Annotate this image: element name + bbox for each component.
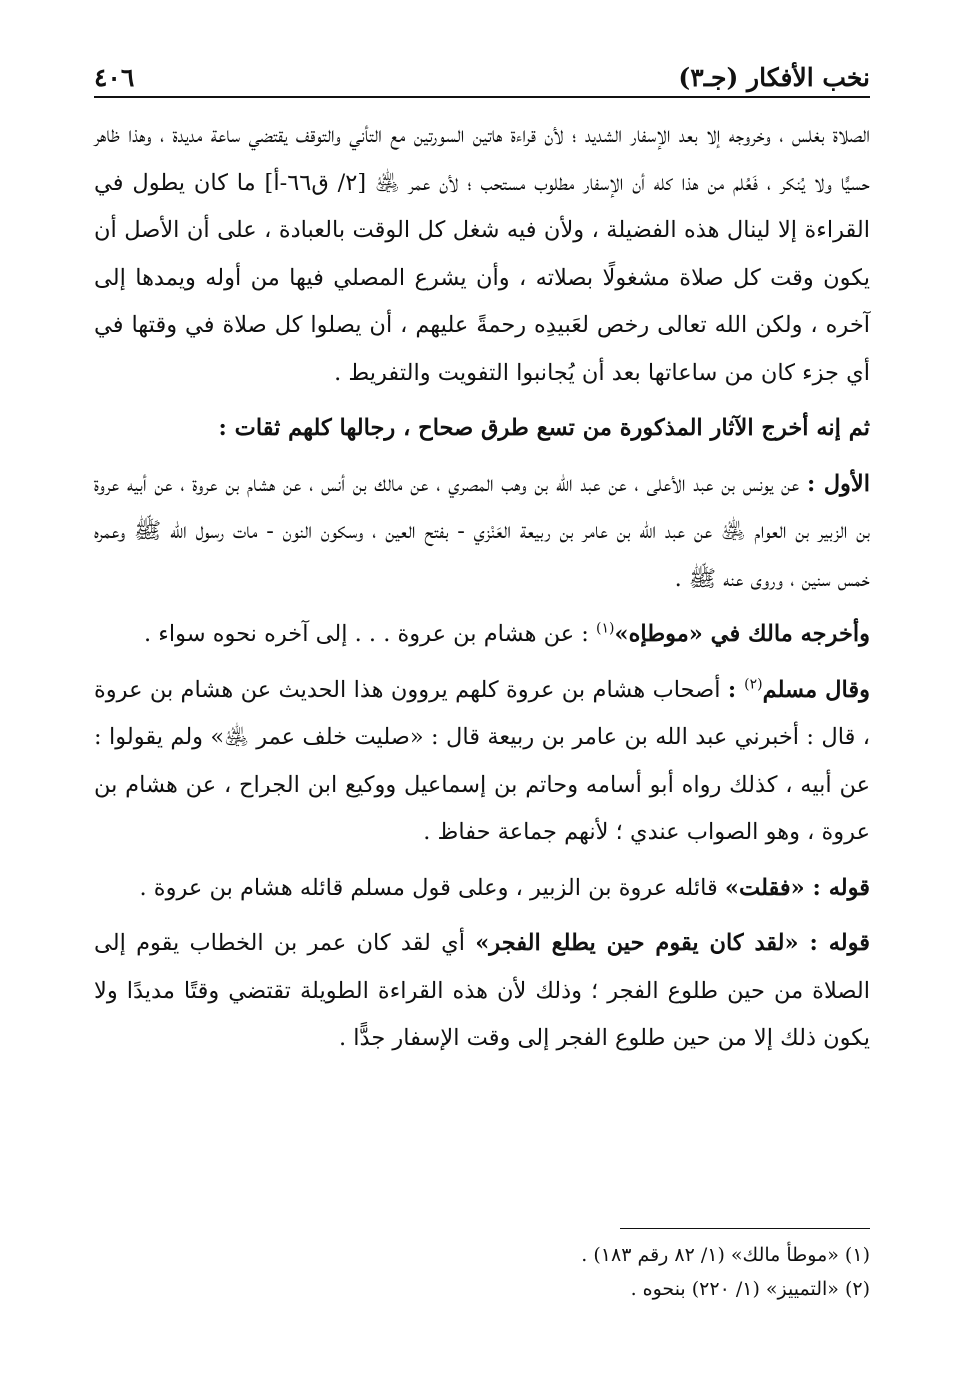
paragraph [94,667,870,857]
paragraph-lead: قوله : «لقد كان يقوم حين يطلع الفجر» [475,930,871,956]
paragraph-lead: قوله : «فقلت» [724,874,870,901]
paragraph [94,611,870,659]
paragraph-text: : عن هشام بن عروة . . . إلى آخره نحوه سواء . [143,621,597,647]
paragraph-lead: وقال مسلم [762,676,871,703]
footnote-ref: (١) [596,620,615,637]
page-header [94,58,870,98]
footnote: (١) «موطأ مالك» (١/ ٨٢ رقم ١٨٣) . [581,1244,870,1266]
main-text [94,112,870,1063]
section-heading: ثم إنه أخرج الآثار المذكورة من تسع طرق صحاح ، رجالها كلهم ثقات : [218,415,870,441]
footnote: (٢) «التمييز» (١/ ٢٢٠) بنحوه . [630,1278,870,1300]
paragraph-text: أصحاب هشام بن عروة كلهم يروون هذا الحديث عن هشام بن عروة ، قال : أخبرني عبد الله بن عامر بن ربيعة قال : «صليت خلف عمر ﵁» ولم يقولوا : عن أبيه ، كذلك رواه أبو أسامه وحاتم بن إسماعيل ووكيع ابن الجراح ، عن هشام بن عروة ، وهو الصواب عندي ؛ لأنهم جماعة حفاظ . [94,676,870,845]
paragraph [94,461,870,604]
paragraph-lead: وأخرجه مالك في «موطإه» [614,621,870,647]
paragraph-text: قائله عروة بن الزبير ، وعلى قول مسلم قائله هشام بن عروة . [139,874,725,901]
paragraph-lead: الأول : [807,470,871,497]
paragraph-colon: : [727,676,745,703]
footnote-divider [620,1228,870,1229]
paragraph [94,920,870,1063]
footnote-ref: (٢) [744,676,763,692]
page-number: ٤٠٦ [94,63,135,92]
book-title: نخب الأفكار (جـ٣) [678,63,870,92]
paragraph-text: عن يونس بن عبد الأعلى ، عن عبد الله بن وهب المصري ، عن مالك بن أنس ، عن هشام بن عروة ، عن أبيه عروة بن الزبير بن العوام ﵁ عن عبد الله بن عامر بن ربيعة العَنْزي - بفتح العين ، وسكون النون - مات رسول الله ﷺ وعمره خمس سنين ، وروى عنه ﷺ . [94,470,870,592]
paragraph-text: أي لقد كان عمر بن الخطاب يقوم إلى الصلاة من حين طلوع الفجر ؛ وذلك لأن هذه القراءة الطويلة تقتضي وقتًا مديدًا ولا يكون ذلك إلا من حين طلوع الفجر إلى وقت الإسفار جدًّا . [94,930,870,1051]
footnotes [94,1238,870,1306]
paragraph [94,865,870,913]
paragraph: الصلاة بغلس ، وخروجه إلا بعد الإسفار الشديد ؛ لأن قراءة هاتين السورتين مع التأني والتوقف يقتضي ساعة مديدة ، وهذا ظاهر حسيًّا ولا يُنكر ، فَعُلم من هذا كله أن الإسفار مطلوب مستحب ؛ لأن عمر ﵁ [٢/ ق٦٦-أ] ما كان يطول في القراءة إلا لينال هذه الفضيلة ، ولأن فيه شغل كل الوقت بالعبادة ، على أن الأصل أن يكون وقت كل صلاة مشغولًا بصلاته ، وأن يشرع المصلي فيها من أوله ويمدها إلى آخره ، ولكن الله تعالى رخص لعَبيدِه رحمةً عليهم ، أن يصلوا كل صلاة في وقتها في أي جزء كان من ساعاتها بعد أن يُجانبوا التفويت والتفريط . [94,122,870,386]
